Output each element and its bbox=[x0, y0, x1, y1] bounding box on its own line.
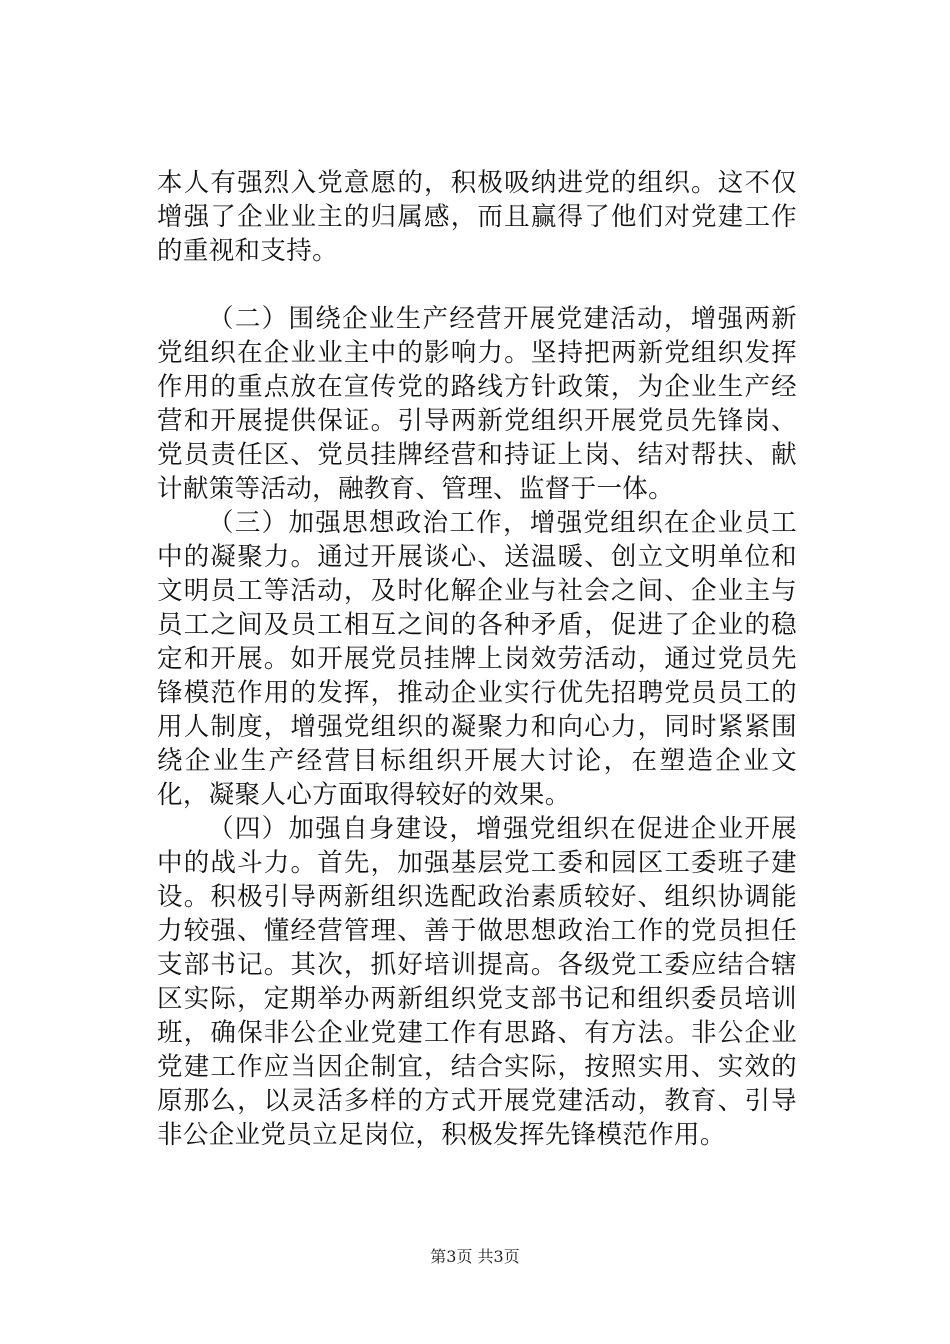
paragraph-section-4: （四）加强自身建设，增强党组织在促进企业开展中的战斗力。首先，加强基层党工委和园区工委班子建设。积极引导两新组织选配政治素质较好、组织协调能力较强、懂经营管理、善于做思想政治工作的党员担任支部书记。其次，抓好培训提高。各级党工委应结合辖区实际，定期举办两新组织党支部书记和组织委员培训班，确保非公企业党建工作有思路、有方法。非公企业党建工作应当因企制宜，结合实际，按照实用、实效的原那么，以灵活多样的方式开展党建活动，教育、引导非公企业党员立足岗位，积极发挥先锋模范作用。 bbox=[157, 814, 797, 1150]
paragraph-section-3: （三）加强思想政治工作，增强党组织在企业员工中的凝聚力。通过开展谈心、送温暖、创立文明单位和文明员工等活动，及时化解企业与社会之间、企业主与员工之间及员工相互之间的各种矛盾，促进了企业的稳定和开展。如开展党员挂牌上岗效劳活动，通过党员先锋模范作用的发挥，推动企业实行优先招聘党员员工的用人制度，增强党组织的凝聚力和向心力，同时紧紧围绕企业生产经营目标组织开展大讨论，在塑造企业文化，凝聚人心方面取得较好的效果。 bbox=[157, 508, 797, 810]
paragraph-section-2: （二）围绕企业生产经营开展党建活动，增强两新党组织在企业业主中的影响力。坚持把两新党组织发挥作用的重点放在宣传党的路线方针政策，为企业生产经营和开展提供保证。引导两新党组织开展党员先锋岗、党员责任区、党员挂牌经营和持证上岗、结对帮扶、献计献策等活动，融教育、管理、监督于一体。 bbox=[157, 304, 797, 504]
page-number-footer: 第3页 共3页 bbox=[430, 1247, 520, 1266]
paragraph-continuation: 本人有强烈入党意愿的，积极吸纳进党的组织。这不仅增强了企业业主的归属感，而且赢得了他们对党建工作的重视和支持。 bbox=[157, 168, 797, 266]
document-body bbox=[157, 166, 797, 1152]
